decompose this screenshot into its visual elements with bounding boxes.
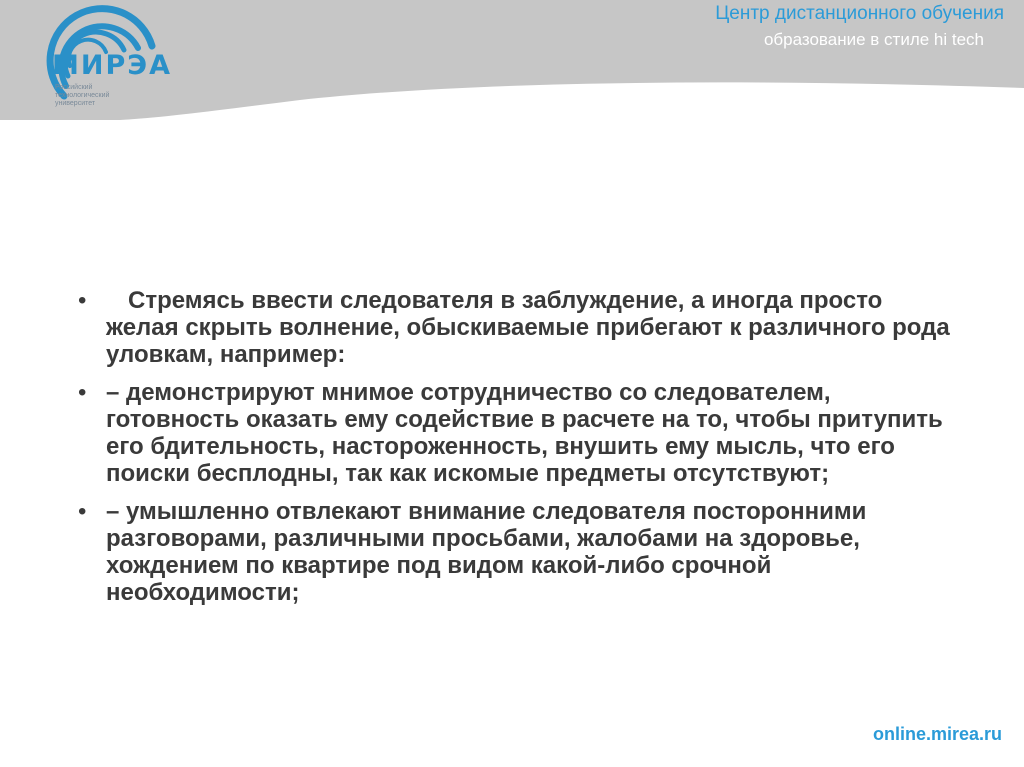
mirea-logo	[0, 0, 190, 120]
logo-subtitle-line: технологический	[55, 92, 110, 99]
header-title: Центр дистанционного обучения	[715, 3, 1004, 24]
logo-name: МИРЭА	[52, 50, 172, 81]
logo-subtitle	[55, 84, 145, 108]
logo-subtitle-line: университет	[55, 100, 96, 107]
bullet-text: – умышленно отвлекают внимание следователя посторонними разговорами, различными просьбами, жалобами на здоровье, хождением по квартире под видом какой-либо срочной необходимости;	[106, 498, 867, 606]
bullet-item	[78, 287, 958, 368]
bullet-text-content: Стремясь ввести следователя в заблуждение, а иногда просто желая скрыть волнение, обыскиваемые прибегают к различного рода уловкам, например:	[106, 287, 950, 368]
footer-url: online.mirea.ru	[872, 724, 1002, 744]
bullet-icon: •	[78, 287, 87, 314]
bullet-icon: •	[78, 498, 87, 525]
slide-content	[78, 287, 958, 617]
bullet-text: – демонстрируют мнимое сотрудничество со следователем, готовность оказать ему содействие в расчете на то, чтобы притупить его бдительность, настороженность, внушить ему мысль, что его поиски бесплодны, так как искомые предметы отсутствуют;	[106, 379, 943, 487]
bullet-item	[78, 379, 958, 487]
bullet-text	[106, 287, 958, 368]
bullet-icon: •	[78, 379, 87, 406]
bullet-list	[78, 287, 958, 606]
logo-subtitle-line: Российский	[55, 84, 93, 91]
bullet-item	[78, 498, 958, 606]
header-tagline: образование в стиле hi tech	[763, 30, 984, 49]
